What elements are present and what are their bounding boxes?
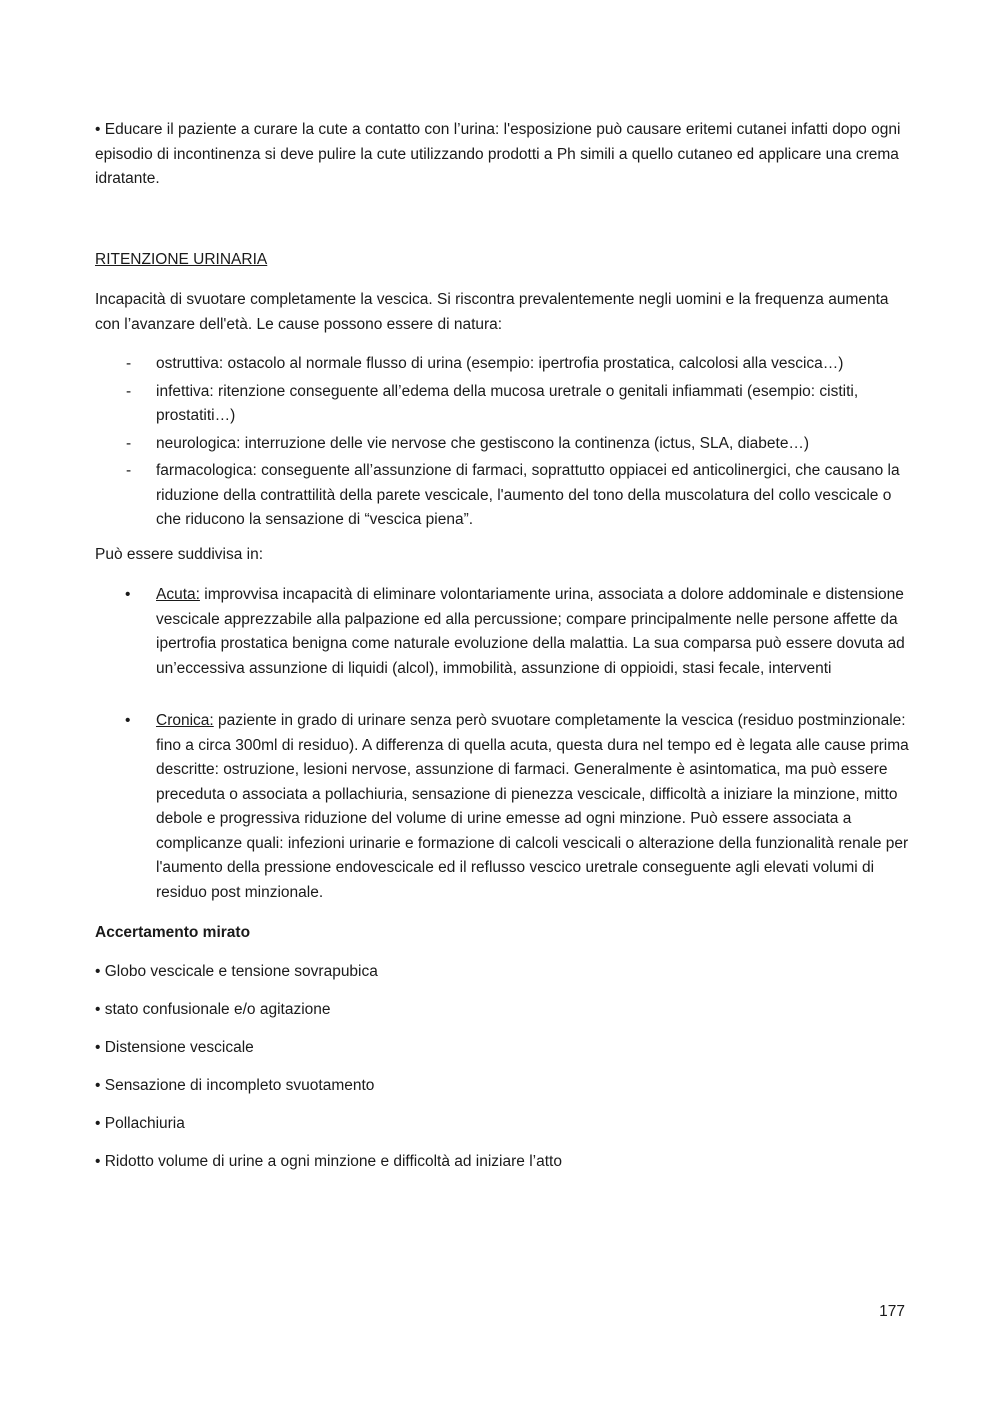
section-heading: RITENZIONE URINARIA (95, 250, 268, 268)
type-description: improvvisa incapacità di eliminare volontariamente urina, associata a dolore addominale e distensione vescicale apprezzabile alla palpazione ed alla percussione; compare principalmente nelle persone affette da ipertrofia prostatica benigna come naturale evoluzione della malattia. La sua comparsa può essere dovuta ad un’eccessiva assunzione di liquidi (alcol), immobilità, assunzione di oppioidi, stasi fecale, interventi (156, 586, 905, 677)
type-item-chronic (95, 709, 910, 905)
cause-text: infettiva: ritenzione conseguente all’edema della mucosa uretrale o genitali infiammati (esempio: cistiti, prostatiti…) (156, 382, 859, 424)
cause-text: neurologica: interruzione delle vie nervose che gestiscono la continenza (ictus, SLA, diabete…) (156, 434, 810, 452)
intro-bullet-paragraph: • Educare il paziente a curare la cute a contatto con l’urina: l'esposizione può causare eritemi cutanei infatti dopo ogni episodio di incontinenza si deve pulire la cute utilizzando prodotti a Ph simili a quello cutaneo ed applicare una crema idratante. (95, 121, 901, 187)
cause-item (95, 380, 910, 429)
assessment-item: • stato confusionale e/o agitazione (95, 1000, 331, 1018)
section-intro-paragraph: Incapacità di svuotare completamente la vescica. Si riscontra prevalentemente negli uomini e la frequenza aumenta con l’avanzare dell'età. Le cause possono essere di natura: (95, 291, 889, 333)
dash-marker: - (126, 434, 132, 452)
subdivision-intro: Può essere suddivisa in: (95, 545, 264, 563)
types-list (95, 583, 910, 905)
cause-item (95, 352, 910, 377)
cause-text: farmacologica: conseguente all’assunzione di farmaci, soprattutto oppiacei ed anticolinergici, che causano la riduzione della contrattilità della parete vescicale, l'aumento del tono della muscolatura del collo vescicale o che riducono la sensazione di “vescica piena”. (156, 462, 900, 528)
assessment-item: • Sensazione di incompleto svuotamento (95, 1076, 375, 1094)
type-term: Acuta: (156, 586, 200, 603)
assessment-list (95, 960, 910, 1175)
dash-marker: - (126, 382, 132, 400)
type-item-acute (95, 583, 910, 681)
assessment-item: • Distensione vescicale (95, 1038, 254, 1056)
bullet-marker: • (125, 712, 131, 729)
cause-item (95, 459, 910, 533)
causes-list (95, 352, 910, 533)
cause-item (95, 432, 910, 457)
bullet-marker: • (125, 586, 131, 603)
dash-marker: - (126, 355, 132, 372)
type-description: paziente in grado di urinare senza però svuotare completamente la vescica (residuo postminzionale: fino a circa 300ml di residuo). A differenza di quella acuta, questa dura nel tempo ed è legata alle cause prima descritte: ostruzione, lesioni nervose, assunzione di farmaci. Generalmente è asintomatica, ma può essere preceduta o associata a pollachiuria, sensazione di pienezza vescicale, difficoltà a iniziare la minzione, mitto debole e progressiva riduzione del volume di urine emesse ad ogni minzione. Può essere associata a complicanze quali: infezioni urinarie e formazione di calcoli vescicali o alterazione della funzionalità renale per l'aumento della pressione endovescicale ed il reflusso vescico uretrale conseguente agli elevati volumi di residuo post minzionale. (156, 712, 909, 901)
assessment-item: • Globo vescicale e tensione sovrapubica (95, 962, 378, 980)
assessment-title: Accertamento mirato (95, 924, 251, 941)
dash-marker: - (126, 462, 132, 479)
document-page (95, 118, 910, 1188)
assessment-item: • Ridotto volume di urine a ogni minzione e difficoltà ad iniziare l’atto (95, 1152, 562, 1170)
type-term: Cronica: (156, 712, 214, 729)
page-number: 177 (879, 1303, 905, 1320)
assessment-item: • Pollachiuria (95, 1114, 185, 1132)
cause-text: ostruttiva: ostacolo al normale flusso di urina (esempio: ipertrofia prostatica, calcolosi alla vescica…) (156, 355, 844, 372)
